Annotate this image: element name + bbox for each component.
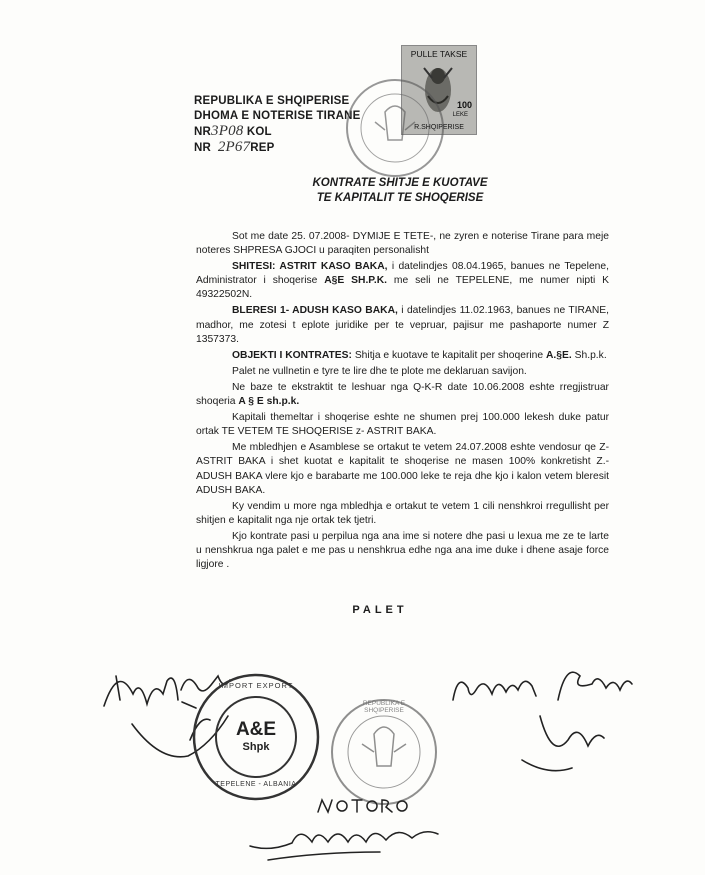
notary-signature (250, 800, 438, 860)
intro-paragraph: Sot me date 25. 07.2008- DYMIJE E TETE-, ne zyren e noterise Tirane para meje noteres SHPRESA GJOCI u paraqiten personalisht (196, 231, 609, 257)
title-line-1: KONTRATE SHITJE E KUOTAVE (312, 177, 488, 189)
notary-stamp-ring-text: REPUBLIKA E SHQIPERISE (362, 700, 406, 714)
parties-heading: PALET (352, 604, 408, 616)
extract-text: Ne baze te ekstraktit te leshuar nga Q-K-R date 10.06.2008 eshte rregjistruar shoqeria (196, 381, 609, 408)
capital-paragraph: Kapitali themeltar i shoqerise eshte ne shumen prej 100.000 lekesh duke patur ortak TE VETEM TE SHOQERISE z- ASTRIT BAKA. (196, 412, 609, 438)
buyer-text: i datelindjes 11.02.1963, banues ne TIRANE, madhor, me zotesi t eplote juridike per te vepruar, pajisur me pashaporte numer Z 1357373. (196, 305, 610, 345)
buyer-label: BLERESI 1- ADUSH KASO BAKA, (232, 305, 398, 317)
header-line-chamber: DHOMA E NOTERISE TIRANE (194, 110, 361, 122)
title-line-2: TE KAPITALIT TE SHOQERISE (316, 192, 484, 204)
decision-paragraph: Ky vendim u more nga mbledhja e ortakut te vetem 1 cili nenshkroi rregullisht per shitjen e kapitalit nga nje ortak tek tjetri. (196, 500, 609, 526)
parties-free-will-paragraph: Palet ne vullnetin e tyre te lire dhe te plote me deklaruan savijon. (232, 365, 527, 377)
nr-kol-prefix: NR (194, 126, 212, 138)
seller-text-2: me seli ne TEPELENE, me numer nipti K 49322502N. (196, 275, 609, 301)
company-stamp-ring-bottom: TEPELENE - ALBANIA (215, 781, 297, 788)
header-line-republic: REPUBLIKA E SHQIPERISE (194, 95, 350, 107)
notary-seal-bottom (332, 700, 436, 804)
seller-company: A§E SH.P.K. (324, 275, 388, 287)
buyer-signature (453, 672, 632, 770)
closing-paragraph: Kjo kontrate pasi u perpilua nga ana ime si notere dhe pasi u lexua me ze te larte u nenshkrua nga palet e me pas u nenshkrua edhe nga ana ime duke i dhene asaje force ligjore . (196, 530, 609, 571)
object-text-2: Sh.p.k. (571, 349, 607, 361)
extract-company: A § E sh.p.k. (238, 396, 300, 408)
nr-rep-suffix: REP (250, 142, 275, 154)
tax-stamp-country: R.SHQIPERISE (414, 124, 464, 131)
seller-text: i datelindjes 08.04.1965, banues ne Tepelene, Administrator i shoqerise (196, 261, 609, 287)
object-text: Shitja e kuotave te kapitalit per shoqerine (351, 349, 546, 361)
company-stamp-name: A&E (235, 719, 277, 740)
assembly-paragraph: Me mbledhjen e Asamblese se ortakut te vetem 24.07.2008 eshte vendosur qe Z- ASTRIT BAKA i shet kuotat e kapitalit te shoqerise ne masen 100% konkretisht Z.- ADUSH BAKA vlere kjo e barabarte me 100.000 leke te reja dhe kjo i kalon vetem bleresit ADUSH BAKA. (196, 442, 609, 496)
tax-stamp-value: 100 (456, 100, 472, 110)
notary-seal-top (347, 80, 443, 176)
tax-stamp-title: PULLE TAKSE (410, 49, 468, 59)
object-company: A.§E. (546, 349, 572, 361)
company-stamp-ring-top: IMPORT EXPORT (218, 681, 294, 690)
company-stamp-type: Shpk (242, 741, 270, 753)
nr-kol-suffix: KOL (246, 126, 272, 138)
nr-rep-prefix: NR (194, 142, 212, 154)
object-label: OBJEKTI I KONTRATES: (232, 349, 352, 361)
nr-rep-handwritten: 2P67 (217, 139, 251, 155)
seller-label: SHITESI: ASTRIT KASO BAKA, (232, 261, 388, 273)
tax-stamp-unit: LEKE (452, 112, 468, 118)
nr-kol-handwritten: 3P08 (211, 123, 244, 139)
